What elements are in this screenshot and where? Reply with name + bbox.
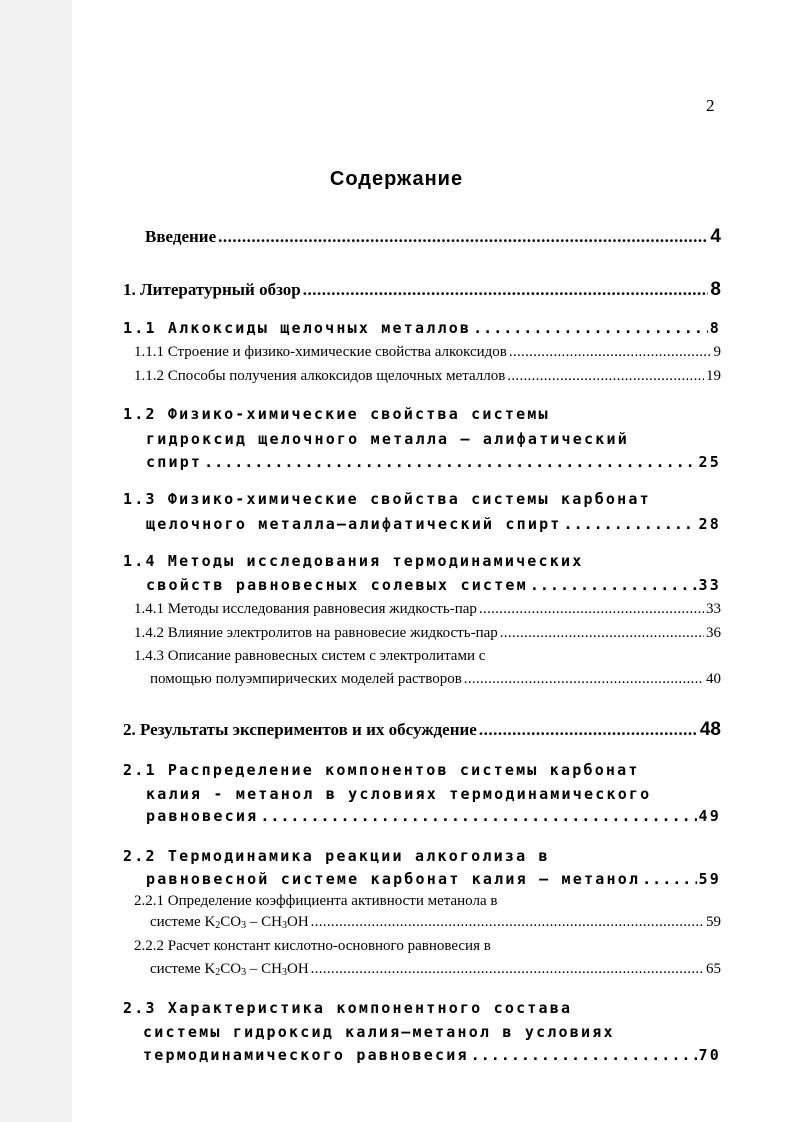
toc-entry-text: термодинамического равновесия [143,1046,469,1064]
toc-entry-section-2-3[interactable] [143,1046,721,1064]
toc-entry-section-2-3-line2[interactable]: системы гидроксид калия—метанол в условиях [143,1023,615,1041]
toc-entry-section-1-4-line1[interactable]: 1.4 Методы исследования термодинамических [123,552,584,570]
toc-page-number: 48 [699,719,721,740]
page-title: Содержание [329,168,464,190]
subscript: 3 [241,967,247,978]
toc-entry-section-1-1-1[interactable] [134,344,721,361]
formula-part: – CH [246,961,282,977]
leader-dots [311,961,704,978]
leader-dots [479,601,704,618]
subscript: 3 [281,967,287,978]
toc-page-number: 8 [709,319,721,337]
toc-entry-text: 1.1.2 Способы получения алкоксидов щелочных металлов [134,368,506,384]
toc-entry-text: 1.4.2 Влияние электролитов на равновесие жидкость-пар [134,625,498,641]
toc-entry-text: 2. Результаты экспериментов и их обсуждение [123,720,477,739]
toc-entry-text: 1.4.1 Методы исследования равновесия жидкость-пар [134,601,477,617]
toc-page-number: 33 [706,601,721,617]
toc-entry-section-2-1[interactable] [146,807,721,825]
page-number: 2 [706,96,715,115]
toc-entry-text: 1. Литературный обзор [123,280,301,299]
toc-page-number: 4 [710,226,721,247]
toc-page-number: 36 [706,625,721,641]
formula-part: системе K [150,914,216,930]
toc-entry-intro[interactable] [145,226,721,248]
toc-page-number: 33 [698,576,721,594]
toc-entry-section-2-1-line1[interactable]: 2.1 Распределение компонентов системы карбонат [123,761,640,779]
leader-dots [479,720,698,740]
toc-entry-text: щелочного металла—алифатический спирт [146,515,562,533]
toc-entry-section-2-2[interactable] [146,870,721,888]
toc-entry-section-1-2-line1[interactable]: 1.2 Физико-химические свойства системы [123,405,550,423]
toc-entry-section-1-4-3-line1[interactable]: 1.4.3 Описание равновесных систем с электролитами с [134,648,486,664]
toc-entry-section-1-4-1[interactable] [134,601,721,618]
formula-part: OH [286,914,309,930]
toc-entry-section-2-1-line2[interactable]: калия - метанол в условиях термодинамического [146,785,652,803]
leader-dots [642,870,696,888]
toc-entry-section-1-4-2[interactable] [134,625,721,642]
subscript: 3 [241,920,247,931]
formula-part: CO [220,961,242,977]
toc-page-number: 8 [710,279,721,300]
toc-page-number: 65 [706,961,721,977]
leader-dots [473,319,708,337]
toc-entry-section-1-2[interactable] [146,453,721,471]
leader-dots [260,807,696,825]
toc-entry-text: 1.1 Алкоксиды щелочных металлов [123,319,472,337]
toc-page-number: 9 [713,344,721,360]
subscript: 2 [215,920,221,931]
toc-entry-section-2-2-2-line1[interactable]: 2.2.2 Расчет констант кислотно-основного равновесия в [134,938,491,954]
toc-entry-text: 1.1.1 Строение и физико-химические свойства алкоксидов [134,344,507,360]
toc-page-number: 49 [698,807,721,825]
toc-entry-text: свойств равновесных солевых систем [146,576,528,594]
toc-page-number: 19 [706,368,721,384]
toc-entry-section-2[interactable] [123,719,721,741]
toc-entry-section-1-3-line1[interactable]: 1.3 Физико-химические свойства системы карбонат [123,490,651,508]
leader-dots [204,453,696,471]
toc-entry-text: помощью полуэмпирических моделей растворов [150,671,462,687]
toc-page-number: 70 [698,1046,721,1064]
leader-dots [507,368,704,385]
toc-entry-formula [150,914,309,931]
formula-part: системе K [150,961,216,977]
leader-dots [530,576,697,594]
toc-page-number: 40 [706,671,721,687]
toc-entry-section-1-1-2[interactable] [134,368,721,385]
toc-page-number: 25 [698,453,721,471]
toc-entry-section-2-2-1[interactable] [150,914,721,931]
leader-dots [218,227,708,247]
toc-entry-text: равновесия [146,807,259,825]
toc-page-number: 28 [698,515,721,533]
toc-entry-text: Введение [145,227,217,246]
toc-entry-section-2-3-line1[interactable]: 2.3 Характеристика компонентного состава [123,999,573,1017]
toc-entry-section-2-2-line1[interactable]: 2.2 Термодинамика реакции алкоголиза в [123,847,550,865]
toc-page-number: 59 [706,914,721,930]
toc-entry-section-1-4-3[interactable] [150,671,721,688]
toc-page-number: 59 [698,870,721,888]
leader-dots [564,515,697,533]
toc-entry-section-1-3[interactable] [146,515,721,533]
leader-dots [464,671,704,688]
subscript: 3 [281,920,287,931]
toc-entry-text: спирт [146,453,203,471]
toc-entry-section-1-4[interactable] [146,576,721,594]
leader-dots [500,625,704,642]
leader-dots [509,344,712,361]
leader-dots [471,1046,697,1064]
leader-dots [303,280,709,300]
formula-part: – CH [246,914,282,930]
toc-entry-text: равновесной системе карбонат калия – метанол [146,870,641,888]
subscript: 2 [215,967,221,978]
formula-part: OH [286,961,309,977]
toc-entry-section-1-1[interactable] [123,319,721,337]
toc-entry-section-1-2-line2[interactable]: гидроксид щелочного металла — алифатический [146,430,629,448]
leader-dots [311,914,704,931]
toc-entry-section-1[interactable] [123,279,721,301]
toc-entry-section-2-2-2[interactable] [150,961,721,978]
toc-entry-formula [150,961,309,978]
formula-part: CO [220,914,242,930]
toc-entry-section-2-2-1-line1[interactable]: 2.2.1 Определение коэффициента активности метанола в [134,893,498,909]
